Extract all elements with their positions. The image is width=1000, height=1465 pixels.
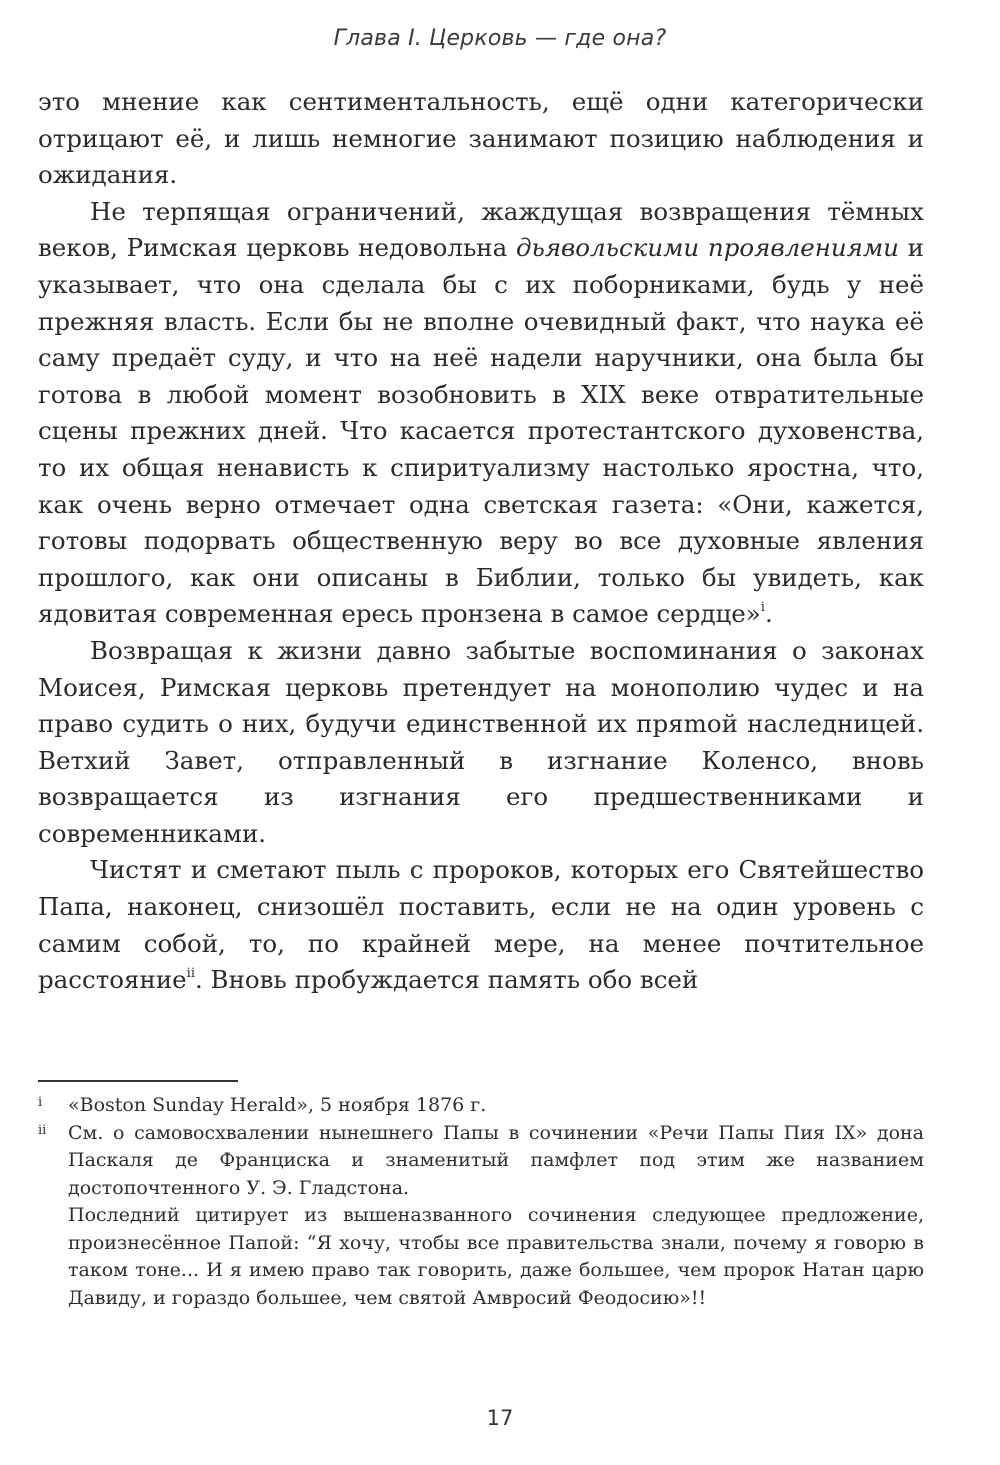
- page-number: 17: [486, 1406, 514, 1430]
- footnote-mark-ii: ii: [38, 1122, 47, 1138]
- paragraph-2-rest: и указывает, что она сделала бы с их поборниками, будь у неё прежняя власть. Если бы не вполне очевидный факт, что наука её саму предаёт суду, и что на неё надели наручники, она была бы готова в любой момент возобновить в XIX веке отвратительные сцены прежних дней. Что касается протестантского духовенства, то их общая ненависть к спиритуализму настолько яростна, что, как очень верно отмечает одна светская газета: «Они, кажется, готовы подорвать общественную веру во все духовные явления прошлого, как они описаны в Библии, только бы увидеть, как ядовитая современная ересь пронзена в самое сердце»: [38, 233, 924, 629]
- paragraph-4-end: . Вновь пробуждается память обо всей: [194, 965, 699, 995]
- paragraph-2-end: .: [764, 599, 773, 629]
- footnote-ii-paragraph-2: Последний цитирует из вышеназванного сочинения следующее предложение, произнесённое Папой: “Я хочу, чтобы все правительства знали, почему я говорю в таком тоне... И я имею право так говорить, даже большее, чем пророк Натан царю Давиду, и гораздо большее, чем святой Амвросий Феодосию»!!: [68, 1204, 924, 1309]
- footnotes: [38, 1092, 924, 1312]
- footnote-i-paragraph: «Boston Sunday Herald», 5 ноября 1876 г.: [68, 1094, 487, 1116]
- footnote-ref-i[interactable]: i: [760, 600, 765, 616]
- footnote-ii-paragraph-1: См. о самовосхвалении нынешнего Папы в сочинении «Речи Папы Пия IX» дона Паскаля де Франциска и знаменитый памфлет под этим же названием достопочтенного У. Э. Гладстона.: [68, 1121, 924, 1199]
- paragraph-2: [38, 194, 924, 633]
- paragraph-2-start: Не терпящая ограничений, жаждущая возвращения тёмных веков, Римская церковь недовольна: [38, 196, 924, 263]
- footnote-i-text: [68, 1092, 924, 1120]
- paragraph-4-start: Чистят и сметают пыль с пророков, которых его Святейшество Папа, наконец, снизошёл поставить, если не на один уровень с самим собой, то, по крайней мере, на менее почтительное расстояние: [38, 855, 924, 995]
- paragraph-4: [38, 852, 924, 998]
- footnote-ref-ii[interactable]: ii: [186, 966, 195, 982]
- footnote-ii: [38, 1120, 924, 1313]
- main-text: [38, 84, 924, 999]
- paragraph-3: Возвращая к жизни давно забытые воспоминания о законах Моисея, Римская церковь претендует на монополию чудес и на право судить о них, будучи единственной их пряmой наследницей. Ветхий Завет, отправленный в изгнание Коленсо, вновь возвращается из изгнания его предшественниками и современниками.: [38, 635, 924, 848]
- paragraph-1: это мнение как сентиментальность, ещё одни категорически отрицают её, и лишь немногие занимают позицию наблюдения и ожидания.: [38, 87, 924, 190]
- italic-phrase: дьявольскими проявлениями: [515, 233, 899, 263]
- footnote-i: [38, 1092, 924, 1120]
- footnote-ii-text: [68, 1120, 924, 1313]
- footnote-mark-i: i: [38, 1095, 43, 1110]
- footnote-separator: [38, 1080, 238, 1082]
- running-head: Глава I. Церковь — где она?: [333, 26, 667, 51]
